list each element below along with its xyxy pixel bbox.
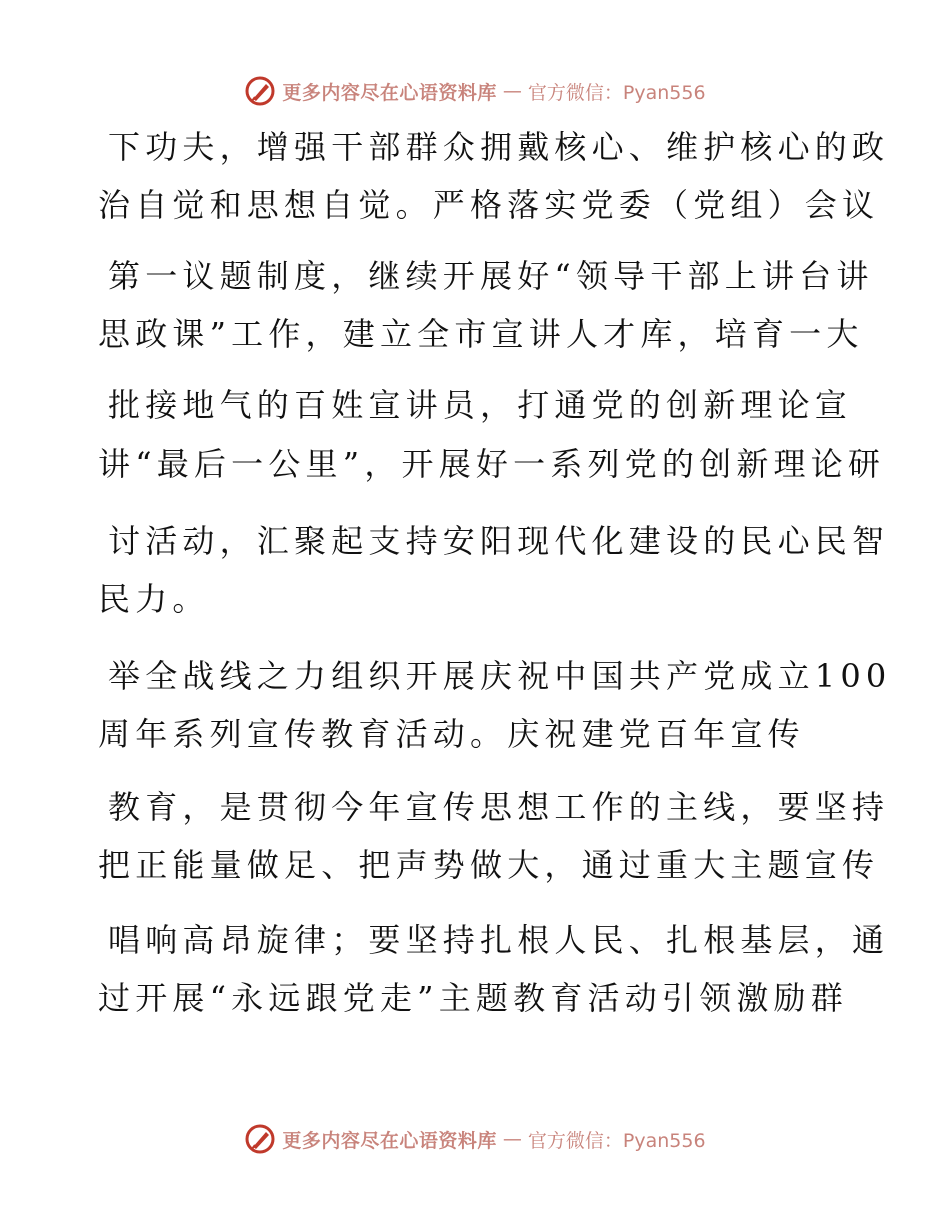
watermark-separator: — — [502, 1128, 522, 1150]
body-line: 举全战线之力组织开展庆祝中国共产党成立100 — [108, 657, 892, 695]
body-line: 下功夫，增强干部群众拥戴核心、维护核心的政 — [108, 128, 890, 166]
watermark-separator: — — [502, 80, 522, 102]
footer-watermark — [0, 1122, 950, 1156]
body-line: 把正能量做足、把声势做大，通过重大主题宣传 — [98, 846, 880, 884]
body-line: 批接地气的百姓宣讲员，打通党的创新理论宣 — [108, 386, 853, 424]
watermark-contact-text: 官方微信：Pyan556 — [527, 81, 706, 104]
body-line: 民力。 — [98, 580, 210, 618]
body-line: 周年系列宣传教育活动。庆祝建党百年宣传 — [98, 715, 805, 753]
body-line: 唱响高昂旋律；要坚持扎根人民、扎根基层，通 — [108, 921, 890, 959]
body-line: 讲“最后一公里”，开展好一系列党的创新理论研 — [98, 445, 886, 483]
body-line: 讨活动，汇聚起支持安阳现代化建设的民心民智 — [108, 522, 890, 560]
body-line: 过开展“永远跟党走”主题教育活动引领激励群 — [98, 979, 848, 1017]
body-line: 治自觉和思想自觉。严格落实党委（党组）会议 — [98, 186, 880, 224]
body-line: 第一议题制度，继续开展好“领导干部上讲台讲 — [108, 257, 874, 295]
quill-circle-icon — [244, 1123, 276, 1155]
watermark-brand-text: 更多内容尽在心语资料库 — [282, 1129, 497, 1152]
watermark-brand-text: 更多内容尽在心语资料库 — [282, 81, 497, 104]
body-line: 教育，是贯彻今年宣传思想工作的主线，要坚持 — [108, 788, 890, 826]
body-line: 思政课”工作，建立全市宣讲人才库，培育一大 — [98, 315, 864, 353]
watermark-contact-text: 官方微信：Pyan556 — [527, 1129, 706, 1152]
